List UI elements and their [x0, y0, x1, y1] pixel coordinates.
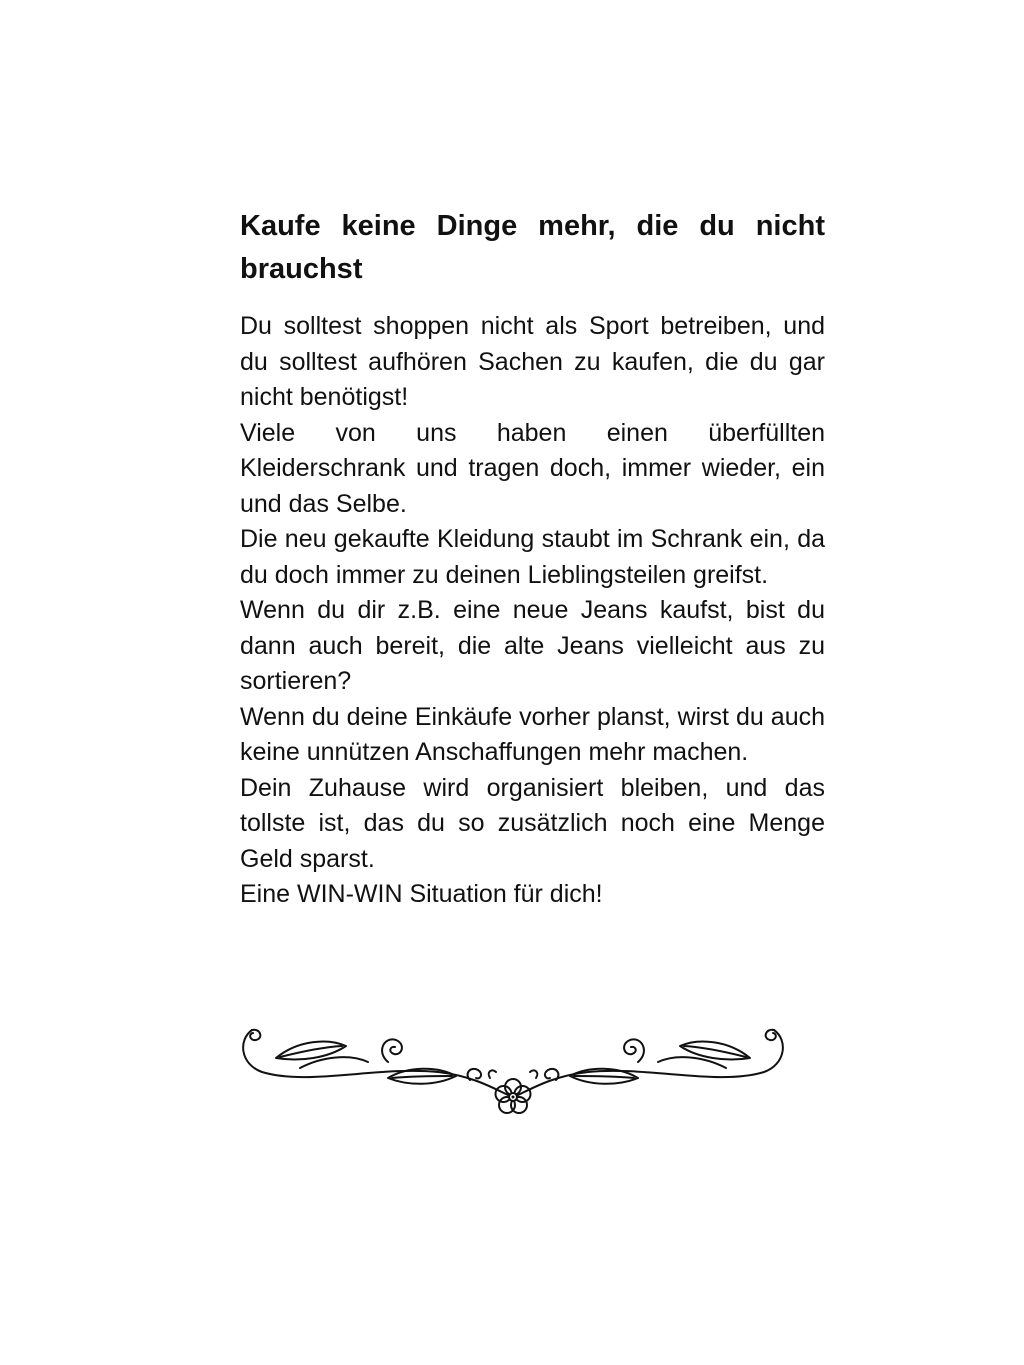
article-body: [240, 309, 825, 913]
paragraph-4: Wenn du dir z.B. eine neue Jeans kaufst, bist du dann auch bereit, die alte Jeans vielleicht aus zu sortieren?: [240, 596, 825, 695]
floral-divider-icon: [238, 1022, 788, 1122]
page-title: Kaufe keine Dinge mehr, die du nicht brauchst: [240, 210, 825, 285]
paragraph-7: Eine WIN-WIN Situation für dich!: [240, 880, 603, 908]
paragraph-3: Die neu gekaufte Kleidung staubt im Schrank ein, da du doch immer zu deinen Lieblingsteilen greifst.: [240, 525, 825, 589]
paragraph-1: Du solltest shoppen nicht als Sport betreiben, und du solltest aufhören Sachen zu kaufen, die du gar nicht benötigst!: [240, 312, 825, 411]
paragraph-2: Viele von uns haben einen überfüllten Kleiderschrank und tragen doch, immer wieder, ein und das Selbe.: [240, 418, 825, 518]
paragraph-6: Dein Zuhause wird organisiert bleiben, und das tollste ist, das du so zusätzlich noch eine Menge Geld sparst.: [240, 773, 825, 873]
document-page: [240, 205, 825, 913]
paragraph-5: Wenn du deine Einkäufe vorher planst, wirst du auch keine unnützen Anschaffungen mehr machen.: [240, 702, 825, 766]
